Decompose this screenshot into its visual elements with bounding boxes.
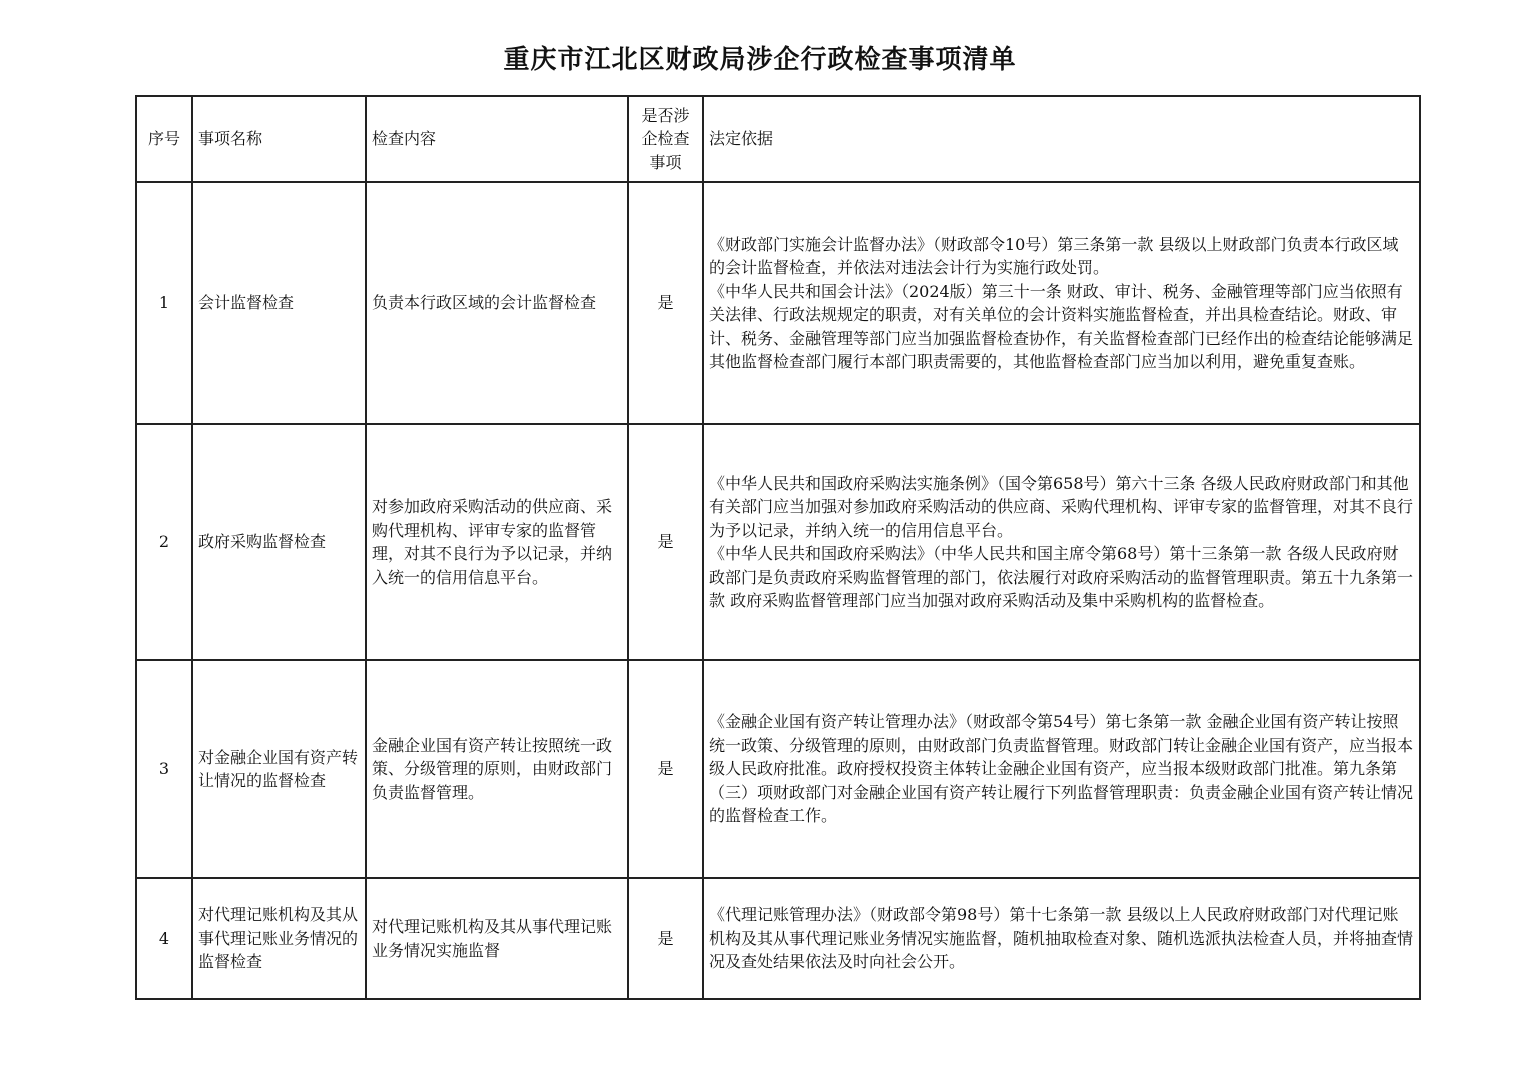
legal-basis-paragraph: 《中华人民共和国政府采购法》（中华人民共和国主席令第68号）第十三条第一款 各级人民政府财政部门是负责政府采购监督管理的部门，依法履行对政府采购活动的监督管理职责。第五十九条第一款 政府采购监督管理部门应当加强对政府采购活动及集中采购机构的监督检查。: [709, 544, 1414, 610]
row-inspection-content: 金融企业国有资产转让按照统一政策、分级管理的原则，由财政部门负责监督管理。: [366, 660, 628, 878]
header-index: 序号: [136, 96, 192, 182]
row-item-name: 对代理记账机构及其从事代理记账业务情况的监督检查: [192, 878, 366, 999]
row-legal-basis: [703, 660, 1420, 878]
row-legal-basis: [703, 182, 1420, 424]
inspection-items-table: [135, 95, 1421, 1000]
row-legal-basis: [703, 424, 1420, 660]
row-inspection-content: 负责本行政区域的会计监督检查: [366, 182, 628, 424]
row-inspection-content: 对参加政府采购活动的供应商、采购代理机构、评审专家的监督管理，对其不良行为予以记录，并纳入统一的信用信息平台。: [366, 424, 628, 660]
legal-basis-paragraph: 《中华人民共和国会计法》（2024版）第三十一条 财政、审计、税务、金融管理等部门应当依照有关法律、行政法规规定的职责，对有关单位的会计资料实施监督检查，并出具检查结论。财政、审计、税务、金融管理等部门应当加强监督检查协作，有关监督检查部门已经作出的检查结论能够满足其他监督检查部门履行本部门职责需要的，其他监督检查部门应当加以利用，避免重复查账。: [709, 281, 1414, 371]
header-content: 检查内容: [366, 96, 628, 182]
legal-basis-paragraph: 《财政部门实施会计监督办法》（财政部令10号）第三条第一款 县级以上财政部门负责本行政区域的会计监督检查，并依法对违法会计行为实施行政处罚。: [709, 234, 1399, 277]
row-is-enterprise: 是: [628, 424, 703, 660]
header-name: 事项名称: [192, 96, 366, 182]
page-title: 重庆市江北区财政局涉企行政检查事项清单: [503, 45, 1017, 75]
row-item-name: 对金融企业国有资产转让情况的监督检查: [192, 660, 366, 878]
row-inspection-content: 对代理记账机构及其从事代理记账业务情况实施监督: [366, 878, 628, 999]
header-basis: 法定依据: [703, 96, 1420, 182]
legal-basis-paragraph: 《金融企业国有资产转让管理办法》（财政部令第54号）第七条第一款 金融企业国有资产转让按照统一政策、分级管理的原则，由财政部门负责监督管理。财政部门转让金融企业国有资产，应当报本级人民政府批准。政府授权投资主体转让金融企业国有资产，应当报本级财政部门批准。第九条第（三）项财政部门对金融企业国有资产转让履行下列监督管理职责：负责金融企业国有资产转让情况的监督检查工作。: [709, 712, 1414, 826]
row-item-name: 会计监督检查: [192, 182, 366, 424]
row-index: 4: [136, 878, 192, 999]
table-header-row: [136, 96, 1420, 182]
row-legal-basis: [703, 878, 1420, 999]
table-row: [136, 878, 1420, 999]
row-is-enterprise: 是: [628, 878, 703, 999]
legal-basis-paragraph: 《中华人民共和国政府采购法实施条例》（国令第658号）第六十三条 各级人民政府财政部门和其他有关部门应当加强对参加政府采购活动的供应商、采购代理机构、评审专家的监督管理，对其不良行为予以记录，并纳入统一的信用信息平台。: [709, 473, 1414, 540]
row-index: 3: [136, 660, 192, 878]
legal-basis-paragraph: 《代理记账管理办法》（财政部令第98号）第十七条第一款 县级以上人民政府财政部门对代理记账机构及其从事代理记账业务情况实施监督，随机抽取检查对象、随机选派执法检查人员，并将抽查情况及查处结果依法及时向社会公开。: [709, 905, 1414, 972]
row-index: 1: [136, 182, 192, 424]
table-row: [136, 660, 1420, 878]
row-item-name: 政府采购监督检查: [192, 424, 366, 660]
row-is-enterprise: 是: [628, 182, 703, 424]
row-index: 2: [136, 424, 192, 660]
header-is-enterprise: 是否涉企检查事项: [628, 96, 703, 182]
table-row: [136, 182, 1420, 424]
row-is-enterprise: 是: [628, 660, 703, 878]
table-row: [136, 424, 1420, 660]
